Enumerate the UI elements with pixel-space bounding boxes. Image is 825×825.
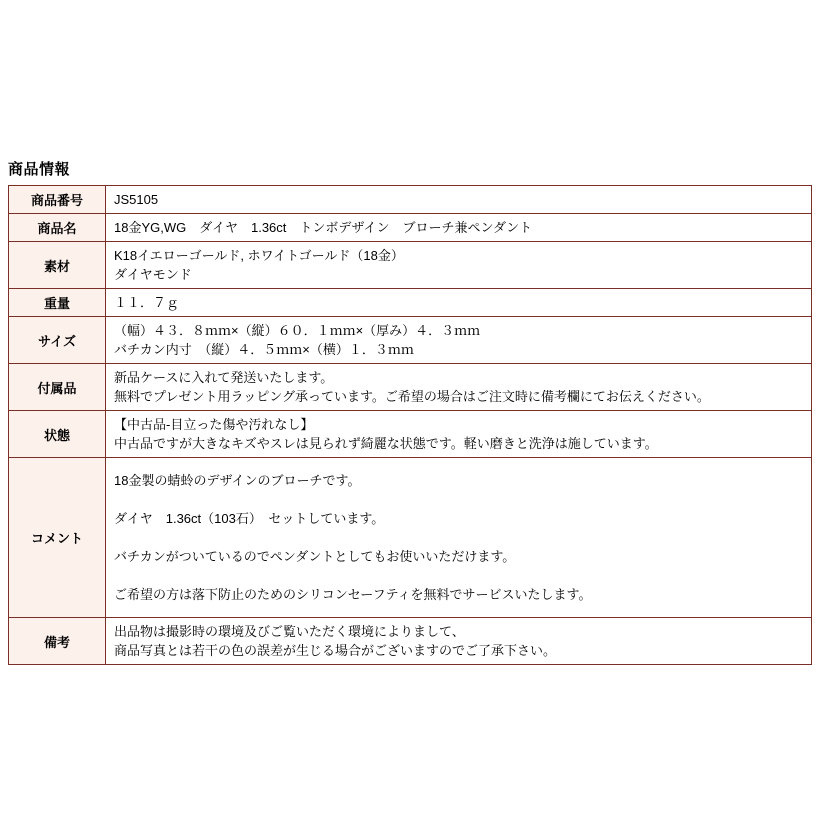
row-value [106,289,812,317]
row-value-line [114,566,803,585]
row-value-line: （幅）４３．８ｍｍ×（縦）６０．１ｍｍ×（厚み）４．３ｍｍ [114,323,481,338]
row-value [106,618,812,665]
product-info-table [8,185,812,665]
table-row [9,411,812,458]
row-value-line: 18金YG,WG ダイヤ 1.36ct トンボデザイン ブローチ兼ペンダント [114,220,533,235]
row-value-line [114,490,803,509]
row-value-line: バチカン内寸 （縦）４．５ｍｍ×（横）１．３ｍｍ [114,342,414,357]
row-value-line: 新品ケースに入れて発送いたします。 [114,370,334,385]
row-value-line: ダイヤ 1.36ct（103石） セットしています。 [114,511,385,526]
row-label: 素材 [9,242,106,289]
row-value-line: 18金製の蜻蛉のデザインのブローチです。 [114,473,361,488]
row-value-line: ご希望の方は落下防止のためのシリコンセーフティを無料でサービスいたします。 [114,587,592,602]
row-label: 重量 [9,289,106,317]
table-row [9,458,812,618]
page-title: 商品情報 [8,161,71,178]
row-value-line: JS5105 [114,192,159,207]
row-value-line: 無料でプレゼント用ラッピング承っています。ご希望の場合はご注文時に備考欄にてお伝えください。 [114,389,710,404]
row-value-line [114,528,803,547]
row-value [106,214,812,242]
row-value [106,364,812,411]
row-value [106,186,812,214]
table-row [9,364,812,411]
table-row [9,618,812,665]
product-info-table-body [9,186,812,665]
row-value [106,458,812,618]
row-value-line: ダイヤモンド [114,267,192,282]
row-value [106,242,812,289]
row-label: サイズ [9,317,106,364]
row-value-line: 商品写真とは若干の色の誤差が生じる場合がございますのでご了承下さい。 [114,643,557,658]
table-row [9,317,812,364]
row-label: 状態 [9,411,106,458]
row-value-line: １１．７ｇ [114,295,180,310]
row-label: コメント [9,458,106,618]
table-row [9,242,812,289]
table-row [9,186,812,214]
row-value [106,411,812,458]
row-value-line: バチカンがついているのでペンダントとしてもお使いいただけます。 [114,549,516,564]
row-label: 備考 [9,618,106,665]
row-value-line: 中古品ですが大きなキズやスレは見られず綺麗な状態です。軽い磨きと洗浄は施しています。 [114,436,658,451]
product-info-section [8,158,814,665]
row-label: 商品番号 [9,186,106,214]
row-value-line: K18イエローゴールド, ホワイトゴールド（18金） [114,248,404,263]
table-row [9,214,812,242]
row-value-line: 出品物は撮影時の環境及びご覧いただく環境によりまして、 [114,624,465,639]
row-label: 商品名 [9,214,106,242]
row-label: 付属品 [9,364,106,411]
row-value-line: 【中古品-目立った傷や汚れなし】 [114,417,314,432]
row-value [106,317,812,364]
table-row [9,289,812,317]
